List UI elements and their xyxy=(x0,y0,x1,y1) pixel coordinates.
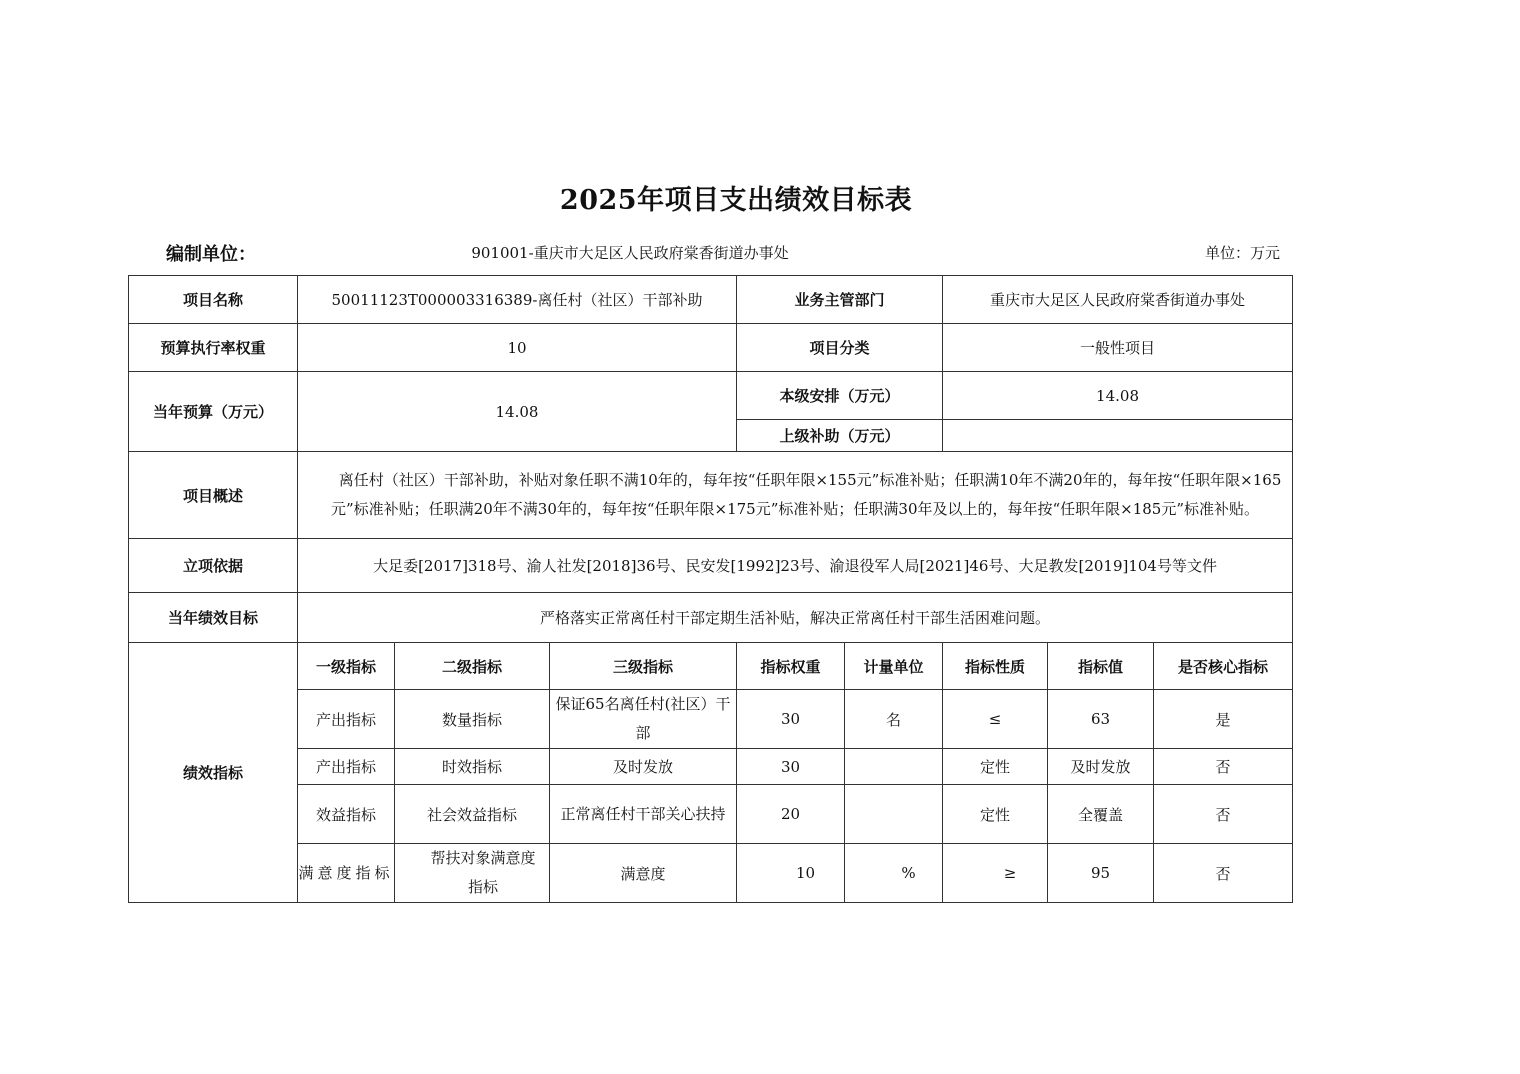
project-name-label: 项目名称 xyxy=(129,276,298,324)
value-cell: 全覆盖 xyxy=(1048,785,1154,844)
level1-cell: 产出指标 xyxy=(298,690,395,749)
level3-cell: 满意度 xyxy=(550,844,737,903)
level3-cell: 保证65名离任村(社区）干部 xyxy=(550,690,737,749)
level2-cell: 时效指标 xyxy=(395,749,550,785)
value-cell: 63 xyxy=(1048,690,1154,749)
table-row xyxy=(129,749,1293,785)
level3-cell: 及时发放 xyxy=(550,749,737,785)
upper-subsidy-value xyxy=(943,420,1293,452)
weight-label: 预算执行率权重 xyxy=(129,324,298,372)
header-value: 指标值 xyxy=(1048,643,1154,690)
basis-label: 立项依据 xyxy=(129,539,298,593)
nature-cell: ≥ xyxy=(943,844,1048,903)
value-cell: 95 xyxy=(1048,844,1154,903)
local-budget-value: 14.08 xyxy=(943,372,1293,420)
goal-value: 严格落实正常离任村干部定期生活补贴，解决正常离任村干部生活困难问题。 xyxy=(298,593,1293,643)
budget-value: 14.08 xyxy=(298,372,737,452)
table-row xyxy=(129,785,1293,844)
core-cell: 否 xyxy=(1154,844,1293,903)
weight-cell: 30 xyxy=(737,749,845,785)
header-level3: 三级指标 xyxy=(550,643,737,690)
level2-cell: 数量指标 xyxy=(395,690,550,749)
table-row xyxy=(129,844,1293,903)
overview-label: 项目概述 xyxy=(129,452,298,539)
header-nature: 指标性质 xyxy=(943,643,1048,690)
core-cell: 否 xyxy=(1154,785,1293,844)
value-cell: 及时发放 xyxy=(1048,749,1154,785)
unit-cell xyxy=(845,749,943,785)
page-title: 2025年项目支出绩效目标表 xyxy=(559,185,913,216)
level2-cell: 社会效益指标 xyxy=(395,785,550,844)
header-level1: 一级指标 xyxy=(298,643,395,690)
nature-cell: ≤ xyxy=(943,690,1048,749)
budget-label: 当年预算（万元） xyxy=(129,372,298,452)
weight-cell: 10 xyxy=(737,844,845,903)
weight-cell: 30 xyxy=(737,690,845,749)
nature-cell: 定性 xyxy=(943,749,1048,785)
category-value: 一般性项目 xyxy=(943,324,1293,372)
weight-value: 10 xyxy=(298,324,737,372)
unit-cell: % xyxy=(845,844,943,903)
unit-cell xyxy=(845,785,943,844)
header-core: 是否核心指标 xyxy=(1154,643,1293,690)
project-name-value: 50011123T000003316389-离任村（社区）干部补助 xyxy=(298,276,737,324)
level3-cell: 正常离任村干部关心扶持 xyxy=(550,785,737,844)
level1-cell: 效益指标 xyxy=(298,785,395,844)
header-weight: 指标权重 xyxy=(737,643,845,690)
header-level2: 二级指标 xyxy=(395,643,550,690)
unit-cell: 名 xyxy=(845,690,943,749)
core-cell: 是 xyxy=(1154,690,1293,749)
local-budget-label: 本级安排（万元） xyxy=(737,372,943,420)
core-cell: 否 xyxy=(1154,749,1293,785)
upper-subsidy-label: 上级补助（万元） xyxy=(737,420,943,452)
org-label: 编制单位： xyxy=(166,244,256,265)
level1-cell: 满意度指标 xyxy=(298,844,395,903)
unit-text: 单位：万元 xyxy=(1204,244,1280,262)
dept-label: 业务主管部门 xyxy=(737,276,943,324)
goal-label: 当年绩效目标 xyxy=(129,593,298,643)
org-value: 901001-重庆市大足区人民政府棠香街道办事处 xyxy=(471,244,789,262)
level2-cell: 帮扶对象满意度指标 xyxy=(395,844,550,903)
dept-value: 重庆市大足区人民政府棠香街道办事处 xyxy=(943,276,1293,324)
category-label: 项目分类 xyxy=(737,324,943,372)
level1-cell: 产出指标 xyxy=(298,749,395,785)
nature-cell: 定性 xyxy=(943,785,1048,844)
overview-value xyxy=(298,452,1293,539)
weight-cell: 20 xyxy=(737,785,845,844)
overview-text: 离任村（社区）干部补助，补贴对象任职不满10年的，每年按“任职年限×155元”标准补贴；任职满10年不满20年的，每年按“任职年限×165元”标准补贴；任职满20年不满30年的，每年按“任职年限×175元”标准补贴；任职满30年及以上的，每年按“任职年限×185元”标准补贴。 xyxy=(331,471,1282,518)
basis-value: 大足委[2017]318号、渝人社发[2018]36号、民安发[1992]23号、渝退役军人局[2021]46号、大足教发[2019]104号等文件 xyxy=(298,539,1293,593)
header-unit: 计量单位 xyxy=(845,643,943,690)
indicators-label: 绩效指标 xyxy=(129,643,298,903)
table-row xyxy=(129,690,1293,749)
performance-table xyxy=(128,275,1293,903)
